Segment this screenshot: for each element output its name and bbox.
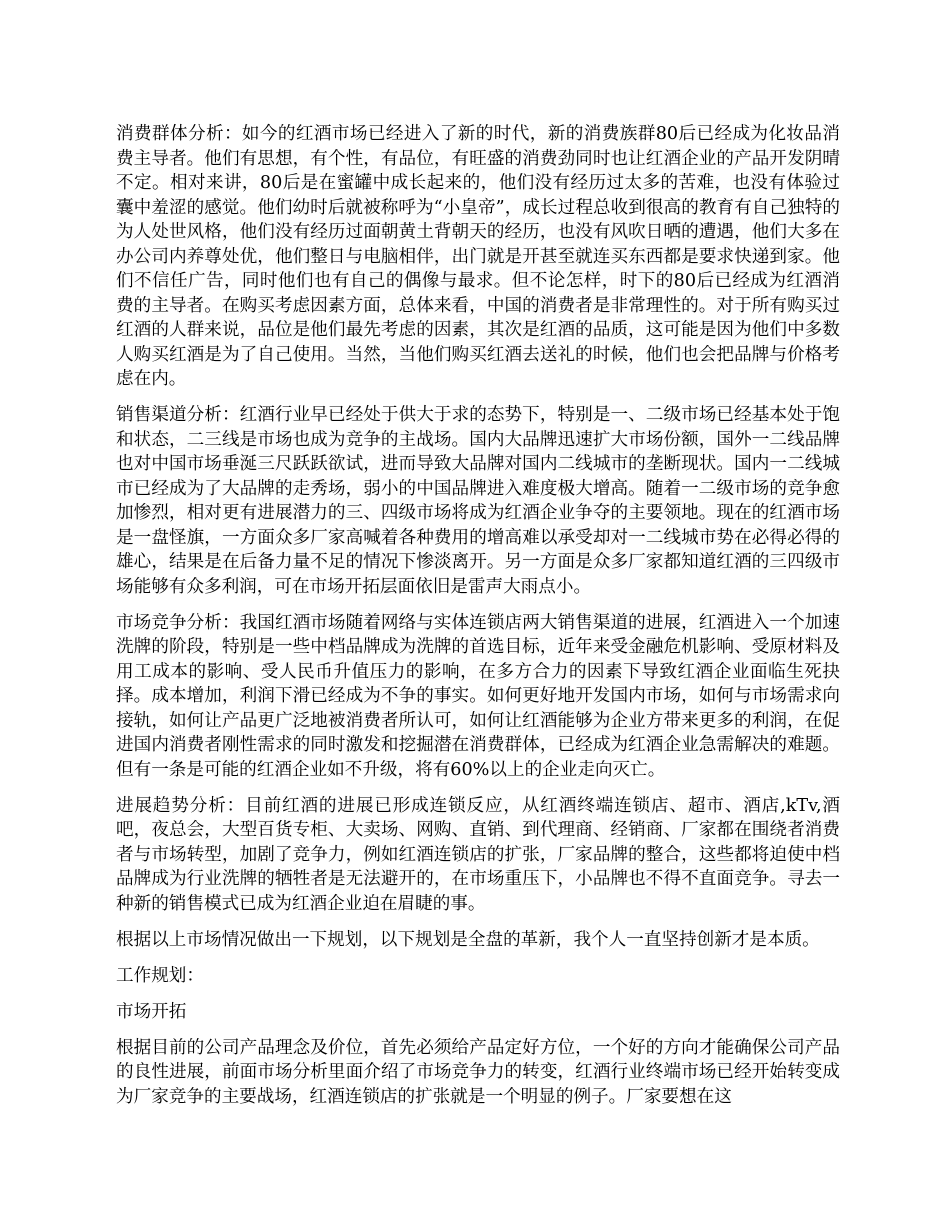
paragraph-sales-channel-analysis: 销售渠道分析：红酒行业早已经处于供大于求的态势下，特别是一、二级市场已经基本处于饱和状态，二三线是市场也成为竞争的主战场。国内大品牌迅速扩大市场份额，国外一二线品牌也对中国市场垂涎三尺跃跃欲试，进而导致大品牌对国内二线城市的垄断现状。国内一二线城市已经成为了大品牌的走秀场，弱小的中国品牌进入难度极大增高。随着一二级市场的竞争愈加惨烈，相对更有进展潜力的三、四级市场将成为红酒企业争夺的主要领地。现在的红酒市场是一盘怪旗，一方面众多厂家高喊着各种费用的增高难以承受却对一二线城市势在必得必得的雄心，结果是在后备力量不足的情况下惨淡离开。另一方面是众多厂家都知道红酒的三四级市场能够有众多利润，可在市场开拓层面依旧是雷声大雨点小。 bbox=[116, 405, 840, 597]
paragraph-planning-intro: 根据以上市场情况做出一下规划，以下规划是全盘的革新，我个人一直坚持创新才是本质。 bbox=[116, 929, 820, 950]
paragraph-market-competition-analysis: 市场竞争分析：我国红酒市场随着网络与实体连锁店两大销售渠道的进展，红酒进入一个加速洗牌的阶段，特别是一些中档品牌成为洗牌的首选目标，近年来受金融危机影响、受原材料及用工成本的影响、受人民币升值压力的影响，在多方合力的因素下导致红酒企业面临生死抉择。成本增加，利润下滑已经成为不争的事实。如何更好地开发国内市场，如何与市场需求向接轨，如何让产品更广泛地被消费者所认可，如何让红酒能够为企业方带来更多的利润，在促进国内消费者刚性需求的同时激发和挖掘潜在消费群体，已经成为红酒企业急需解决的难题。但有一条是可能的红酒企业如不升级，将有60%以上的企业走向灭亡。 bbox=[116, 612, 840, 780]
paragraph-development-trend-analysis: 进展趋势分析：目前红酒的进展已形成连锁反应，从红酒终端连锁店、超市、酒店,kTv,酒吧，夜总会，大型百货专柜、大卖场、网购、直销、到代理商、经销商、厂家都在围绕者消费者与市场转型，加剧了竞争力，例如红酒连锁店的扩张，厂家品牌的整合，这些都将迫使中档品牌成为行业洗牌的牺牲者是无法避开的，在市场重压下，小品牌也不得不直面竞争。寻去一种新的销售模式已成为红酒企业迫在眉睫的事。 bbox=[116, 795, 840, 914]
section-heading-work-plan: 工作规划： bbox=[116, 965, 204, 986]
paragraph-consumer-analysis: 消费群体分析：如今的红酒市场已经进入了新的时代，新的消费族群80后已经成为化妆品消费主导者。他们有思想，有个性，有品位，有旺盛的消费劲同时也让红酒企业的产品开发阴晴不定。相对来讲，80后是在蜜罐中成长起来的，他们没有经历过太多的苦难，也没有体验过囊中羞涩的感觉。他们幼时后就被称呼为“小皇帝”，成长过程总收到很高的教育有自己独特的为人处世风格，他们没有经历过面朝黄土背朝天的经历，也没有风吹日晒的遭遇，他们大多在办公司内养尊处优，他们整日与电脑相伴，出门就是开甚至就连买东西都是要求快递到家。他们不信任广告，同时他们也有自己的偶像与最求。但不论怎样，时下的80后已经成为红酒消费的主导者。在购买考虑因素方面，总体来看，中国的消费者是非常理性的。对于所有购买过红酒的人群来说，品位是他们最先考虑的因素，其次是红酒的品质，这可能是因为他们中多数人购买红酒是为了自己使用。当然，当他们购买红酒去送礼的时候，他们也会把品牌与价格考虑在内。 bbox=[116, 124, 840, 389]
paragraph-market-development: 根据目前的公司产品理念及价位，首先必须给产品定好方位，一个好的方向才能确保公司产品的良性进展，前面市场分析里面介绍了市场竞争力的转变，红酒行业终端市场已经开始转变成为厂家竞争的主要战场，红酒连锁店的扩张就是一个明显的例子。厂家要想在这 bbox=[116, 1037, 840, 1107]
document-body bbox=[116, 122, 840, 1121]
section-heading-market-development: 市场开拓 bbox=[116, 1001, 187, 1022]
